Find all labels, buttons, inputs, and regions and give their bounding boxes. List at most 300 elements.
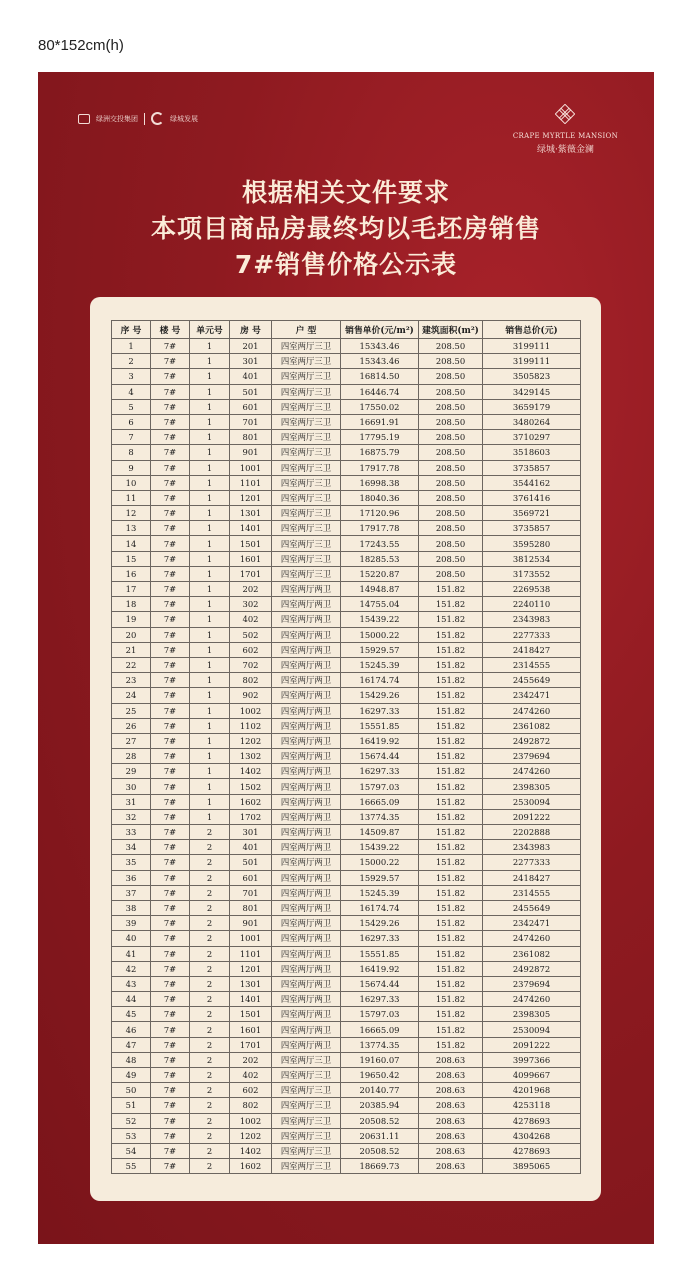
table-cell: 151.82 (419, 779, 483, 794)
table-cell: 802 (230, 1098, 272, 1113)
table-row (112, 414, 581, 429)
table-cell: 20385.94 (341, 1098, 419, 1113)
table-cell: 151.82 (419, 916, 483, 931)
table-cell: 四室两厅两卫 (272, 961, 341, 976)
table-cell: 7# (151, 475, 190, 490)
table-cell: 7# (151, 809, 190, 824)
title-line-1: 根据相关文件要求 (241, 178, 450, 207)
table-cell: 2474260 (483, 764, 581, 779)
table-cell: 50 (112, 1083, 151, 1098)
table-cell: 1302 (230, 749, 272, 764)
table-cell: 7# (151, 703, 190, 718)
table-cell: 37 (112, 885, 151, 900)
table-cell: 7# (151, 870, 190, 885)
table-cell: 1301 (230, 976, 272, 991)
table-cell: 15674.44 (341, 976, 419, 991)
table-cell: 2 (190, 870, 230, 885)
table-cell: 15551.85 (341, 946, 419, 961)
table-row (112, 657, 581, 672)
table-row (112, 992, 581, 1007)
table-cell: 14948.87 (341, 582, 419, 597)
table-cell: 7# (151, 764, 190, 779)
table-cell: 20631.11 (341, 1128, 419, 1143)
table-cell: 7# (151, 657, 190, 672)
table-cell: 19 (112, 612, 151, 627)
table-cell: 16446.74 (341, 384, 419, 399)
table-cell: 7# (151, 749, 190, 764)
table-cell: 四室两厅两卫 (272, 794, 341, 809)
table-row (112, 718, 581, 733)
table-cell: 49 (112, 1068, 151, 1083)
table-cell: 7# (151, 642, 190, 657)
table-cell: 401 (230, 369, 272, 384)
table-cell: 四室两厅两卫 (272, 1022, 341, 1037)
table-cell: 1601 (230, 551, 272, 566)
table-cell: 2342471 (483, 688, 581, 703)
table-cell: 1 (190, 490, 230, 505)
table-cell: 36 (112, 870, 151, 885)
table-cell: 7# (151, 961, 190, 976)
table-cell: 8 (112, 445, 151, 460)
table-cell: 41 (112, 946, 151, 961)
table-cell: 四室两厅三卫 (272, 1143, 341, 1158)
table-cell: 2455649 (483, 900, 581, 915)
price-table-body (112, 339, 581, 1174)
table-cell: 四室两厅两卫 (272, 916, 341, 931)
table-row (112, 779, 581, 794)
table-cell: 34 (112, 840, 151, 855)
table-row (112, 1068, 581, 1083)
table-cell: 四室两厅两卫 (272, 885, 341, 900)
table-cell: 151.82 (419, 1037, 483, 1052)
table-cell: 1 (190, 354, 230, 369)
table-cell: 208.63 (419, 1068, 483, 1083)
table-row (112, 1143, 581, 1158)
table-cell: 3569721 (483, 506, 581, 521)
table-row (112, 733, 581, 748)
table-cell: 2 (190, 1128, 230, 1143)
table-cell: 2 (190, 900, 230, 915)
table-cell: 3480264 (483, 414, 581, 429)
table-cell: 151.82 (419, 749, 483, 764)
table-cell: 23 (112, 673, 151, 688)
table-cell: 2418427 (483, 870, 581, 885)
table-cell: 1202 (230, 733, 272, 748)
table-cell: 2 (190, 992, 230, 1007)
table-cell: 四室两厅两卫 (272, 779, 341, 794)
table-cell: 7# (151, 384, 190, 399)
table-cell: 四室两厅三卫 (272, 551, 341, 566)
table-cell: 208.63 (419, 1083, 483, 1098)
table-cell: 45 (112, 1007, 151, 1022)
table-cell: 3659179 (483, 399, 581, 414)
table-cell: 1 (190, 369, 230, 384)
table-cell: 208.50 (419, 475, 483, 490)
table-cell: 四室两厅两卫 (272, 673, 341, 688)
table-row (112, 764, 581, 779)
table-cell: 2 (190, 946, 230, 961)
table-cell: 17 (112, 582, 151, 597)
table-cell: 2455649 (483, 673, 581, 688)
table-cell: 3761416 (483, 490, 581, 505)
table-cell: 2 (190, 840, 230, 855)
table-cell: 7# (151, 840, 190, 855)
table-cell: 16814.50 (341, 369, 419, 384)
table-cell: 208.50 (419, 339, 483, 354)
table-cell: 7# (151, 1098, 190, 1113)
table-cell: 16297.33 (341, 931, 419, 946)
table-cell: 1 (190, 779, 230, 794)
table-cell: 601 (230, 399, 272, 414)
table-cell: 7# (151, 369, 190, 384)
table-cell: 1 (190, 536, 230, 551)
table-row (112, 506, 581, 521)
table-cell: 四室两厅三卫 (272, 1113, 341, 1128)
table-cell: 16419.92 (341, 733, 419, 748)
table-cell: 7# (151, 855, 190, 870)
table-cell: 16297.33 (341, 703, 419, 718)
table-row (112, 536, 581, 551)
table-cell: 1 (190, 521, 230, 536)
table-cell: 1001 (230, 931, 272, 946)
table-cell: 17917.78 (341, 460, 419, 475)
table-cell: 17917.78 (341, 521, 419, 536)
table-cell: 16875.79 (341, 445, 419, 460)
table-cell: 7# (151, 536, 190, 551)
table-cell: 7# (151, 1037, 190, 1052)
table-cell: 7# (151, 1022, 190, 1037)
table-cell: 9 (112, 460, 151, 475)
table-cell: 7# (151, 582, 190, 597)
table-cell: 13 (112, 521, 151, 536)
table-row (112, 916, 581, 931)
table-cell: 43 (112, 976, 151, 991)
table-cell: 17243.55 (341, 536, 419, 551)
table-cell: 1702 (230, 809, 272, 824)
table-cell: 2398305 (483, 779, 581, 794)
table-cell: 四室两厅三卫 (272, 1128, 341, 1143)
table-cell: 151.82 (419, 612, 483, 627)
table-cell: 208.63 (419, 1113, 483, 1128)
table-cell: 四室两厅三卫 (272, 536, 341, 551)
table-cell: 1 (190, 794, 230, 809)
table-cell: 151.82 (419, 718, 483, 733)
table-cell: 1002 (230, 1113, 272, 1128)
table-cell: 2 (190, 916, 230, 931)
table-cell: 1101 (230, 475, 272, 490)
table-row (112, 1083, 581, 1098)
table-cell: 402 (230, 612, 272, 627)
table-cell: 12 (112, 506, 151, 521)
table-cell: 3 (112, 369, 151, 384)
table-cell: 15000.22 (341, 627, 419, 642)
table-cell: 2 (190, 1068, 230, 1083)
table-cell: 7# (151, 916, 190, 931)
table-cell: 四室两厅两卫 (272, 688, 341, 703)
table-cell: 四室两厅三卫 (272, 354, 341, 369)
table-cell: 2 (190, 961, 230, 976)
table-cell: 33 (112, 825, 151, 840)
table-row (112, 1128, 581, 1143)
table-row (112, 688, 581, 703)
table-cell: 四室两厅两卫 (272, 582, 341, 597)
table-cell: 22 (112, 657, 151, 672)
table-cell: 1 (190, 566, 230, 581)
table-cell: 7# (151, 490, 190, 505)
table-cell: 3595280 (483, 536, 581, 551)
table-cell: 四室两厅两卫 (272, 733, 341, 748)
table-cell: 20 (112, 627, 151, 642)
table-cell: 四室两厅三卫 (272, 1068, 341, 1083)
table-cell: 208.63 (419, 1052, 483, 1067)
table-cell: 1101 (230, 946, 272, 961)
title-line-2: 本项目商品房最终均以毛坯房销售 (150, 214, 541, 243)
table-row (112, 642, 581, 657)
table-cell: 四室两厅三卫 (272, 566, 341, 581)
group-logo-icon (78, 114, 90, 124)
table-cell: 四室两厅两卫 (272, 931, 341, 946)
table-cell: 2091222 (483, 809, 581, 824)
table-cell: 2240110 (483, 597, 581, 612)
table-cell: 42 (112, 961, 151, 976)
table-header-row (112, 321, 581, 339)
table-cell: 18 (112, 597, 151, 612)
table-cell: 2 (190, 976, 230, 991)
brand-chinese-name: 绿城·紫薇金澜 (537, 145, 594, 155)
table-cell: 四室两厅三卫 (272, 506, 341, 521)
table-cell: 15439.22 (341, 612, 419, 627)
table-cell: 16297.33 (341, 764, 419, 779)
table-cell: 151.82 (419, 900, 483, 915)
table-cell: 151.82 (419, 885, 483, 900)
table-cell: 151.82 (419, 946, 483, 961)
table-cell: 2492872 (483, 961, 581, 976)
table-cell: 3895065 (483, 1159, 581, 1174)
table-cell: 151.82 (419, 976, 483, 991)
table-cell: 四室两厅两卫 (272, 976, 341, 991)
table-cell: 151.82 (419, 597, 483, 612)
table-cell: 7# (151, 976, 190, 991)
table-cell: 1401 (230, 992, 272, 1007)
table-cell: 四室两厅两卫 (272, 718, 341, 733)
table-cell: 四室两厅三卫 (272, 445, 341, 460)
table-cell: 44 (112, 992, 151, 1007)
table-cell: 7# (151, 1143, 190, 1158)
header-cell: 建筑面积(m²) (419, 321, 483, 339)
table-cell: 901 (230, 445, 272, 460)
table-cell: 151.82 (419, 703, 483, 718)
table-cell: 4278693 (483, 1143, 581, 1158)
table-cell: 29 (112, 764, 151, 779)
table-row (112, 1052, 581, 1067)
table-cell: 38 (112, 900, 151, 915)
table-cell: 151.82 (419, 870, 483, 885)
table-cell: 2 (190, 825, 230, 840)
table-cell: 208.50 (419, 445, 483, 460)
table-cell: 401 (230, 840, 272, 855)
table-cell: 1202 (230, 1128, 272, 1143)
table-cell: 7# (151, 885, 190, 900)
table-cell: 7# (151, 399, 190, 414)
table-cell: 16 (112, 566, 151, 581)
table-row (112, 384, 581, 399)
table-cell: 2 (112, 354, 151, 369)
table-cell: 7# (151, 1068, 190, 1083)
table-cell: 1 (112, 339, 151, 354)
table-cell: 1401 (230, 521, 272, 536)
table-row (112, 627, 581, 642)
table-cell: 7# (151, 627, 190, 642)
table-row (112, 703, 581, 718)
table-cell: 35 (112, 855, 151, 870)
table-cell: 32 (112, 809, 151, 824)
table-cell: 2 (190, 1083, 230, 1098)
table-cell: 19650.42 (341, 1068, 419, 1083)
table-cell: 202 (230, 582, 272, 597)
table-cell: 18040.36 (341, 490, 419, 505)
table-cell: 702 (230, 657, 272, 672)
table-cell: 2314555 (483, 885, 581, 900)
table-cell: 四室两厅两卫 (272, 992, 341, 1007)
table-cell: 1 (190, 430, 230, 445)
table-cell: 7 (112, 430, 151, 445)
table-cell: 四室两厅两卫 (272, 627, 341, 642)
table-row (112, 825, 581, 840)
table-cell: 1601 (230, 1022, 272, 1037)
table-cell: 24 (112, 688, 151, 703)
table-cell: 7# (151, 414, 190, 429)
table-cell: 2 (190, 1052, 230, 1067)
table-cell: 2474260 (483, 992, 581, 1007)
table-cell: 1502 (230, 779, 272, 794)
table-cell: 7# (151, 339, 190, 354)
table-cell: 7# (151, 718, 190, 733)
table-cell: 1 (190, 749, 230, 764)
table-cell: 1201 (230, 490, 272, 505)
table-cell: 11 (112, 490, 151, 505)
table-cell: 208.63 (419, 1159, 483, 1174)
table-cell: 2530094 (483, 794, 581, 809)
table-cell: 1 (190, 445, 230, 460)
table-cell: 2379694 (483, 976, 581, 991)
table-cell: 1402 (230, 1143, 272, 1158)
price-poster (38, 72, 654, 1244)
table-cell: 3199111 (483, 339, 581, 354)
table-cell: 7# (151, 430, 190, 445)
table-cell: 151.82 (419, 809, 483, 824)
table-cell: 151.82 (419, 992, 483, 1007)
table-cell: 17120.96 (341, 506, 419, 521)
table-cell: 19160.07 (341, 1052, 419, 1067)
table-cell: 15429.26 (341, 916, 419, 931)
table-row (112, 976, 581, 991)
table-cell: 1501 (230, 536, 272, 551)
table-cell: 7# (151, 612, 190, 627)
table-cell: 51 (112, 1098, 151, 1113)
table-cell: 602 (230, 642, 272, 657)
table-cell: 四室两厅三卫 (272, 1052, 341, 1067)
table-cell: 7# (151, 1159, 190, 1174)
table-cell: 7# (151, 946, 190, 961)
price-table-panel (90, 297, 601, 1201)
table-cell: 2379694 (483, 749, 581, 764)
table-cell: 7# (151, 551, 190, 566)
table-cell: 四室两厅两卫 (272, 809, 341, 824)
table-cell: 2314555 (483, 657, 581, 672)
header-cell: 单元号 (190, 321, 230, 339)
table-cell: 四室两厅两卫 (272, 612, 341, 627)
table-cell: 151.82 (419, 840, 483, 855)
logo-divider (144, 113, 145, 125)
table-cell: 26 (112, 718, 151, 733)
table-cell: 3812534 (483, 551, 581, 566)
table-cell: 7# (151, 1083, 190, 1098)
table-cell: 151.82 (419, 794, 483, 809)
group-logo-text: 绿洲交投集团 (96, 114, 138, 123)
table-cell: 208.50 (419, 430, 483, 445)
table-cell: 1 (190, 582, 230, 597)
table-cell: 28 (112, 749, 151, 764)
table-cell: 1102 (230, 718, 272, 733)
table-cell: 6 (112, 414, 151, 429)
table-row (112, 1007, 581, 1022)
table-cell: 2530094 (483, 1022, 581, 1037)
table-cell: 151.82 (419, 627, 483, 642)
table-cell: 40 (112, 931, 151, 946)
table-cell: 四室两厅两卫 (272, 749, 341, 764)
table-cell: 四室两厅三卫 (272, 490, 341, 505)
table-row (112, 1037, 581, 1052)
table-row (112, 369, 581, 384)
table-row (112, 673, 581, 688)
table-cell: 四室两厅三卫 (272, 384, 341, 399)
table-cell: 3544162 (483, 475, 581, 490)
table-cell: 46 (112, 1022, 151, 1037)
table-cell: 4253118 (483, 1098, 581, 1113)
table-cell: 7# (151, 354, 190, 369)
table-cell: 1 (190, 460, 230, 475)
table-cell: 7# (151, 1113, 190, 1128)
table-cell: 2342471 (483, 916, 581, 931)
table-cell: 1 (190, 718, 230, 733)
table-cell: 4278693 (483, 1113, 581, 1128)
table-cell: 601 (230, 870, 272, 885)
greentown-logo-icon (151, 112, 164, 125)
table-cell: 208.50 (419, 490, 483, 505)
header-cell: 销售单价(元/m²) (341, 321, 419, 339)
header-cell: 序 号 (112, 321, 151, 339)
table-cell: 151.82 (419, 657, 483, 672)
table-cell: 四室两厅三卫 (272, 399, 341, 414)
title-line-3: 7#销售价格公示表 (234, 250, 458, 279)
table-cell: 四室两厅两卫 (272, 870, 341, 885)
table-cell: 27 (112, 733, 151, 748)
table-cell: 701 (230, 414, 272, 429)
table-cell: 16998.38 (341, 475, 419, 490)
table-cell: 1 (190, 506, 230, 521)
table-cell: 四室两厅三卫 (272, 460, 341, 475)
table-cell: 2 (190, 1098, 230, 1113)
table-cell: 402 (230, 1068, 272, 1083)
table-cell: 四室两厅三卫 (272, 414, 341, 429)
table-cell: 2 (190, 855, 230, 870)
table-cell: 2 (190, 1113, 230, 1128)
table-cell: 151.82 (419, 1022, 483, 1037)
table-cell: 54 (112, 1143, 151, 1158)
table-cell: 7# (151, 688, 190, 703)
table-cell: 301 (230, 354, 272, 369)
table-cell: 四室两厅三卫 (272, 369, 341, 384)
